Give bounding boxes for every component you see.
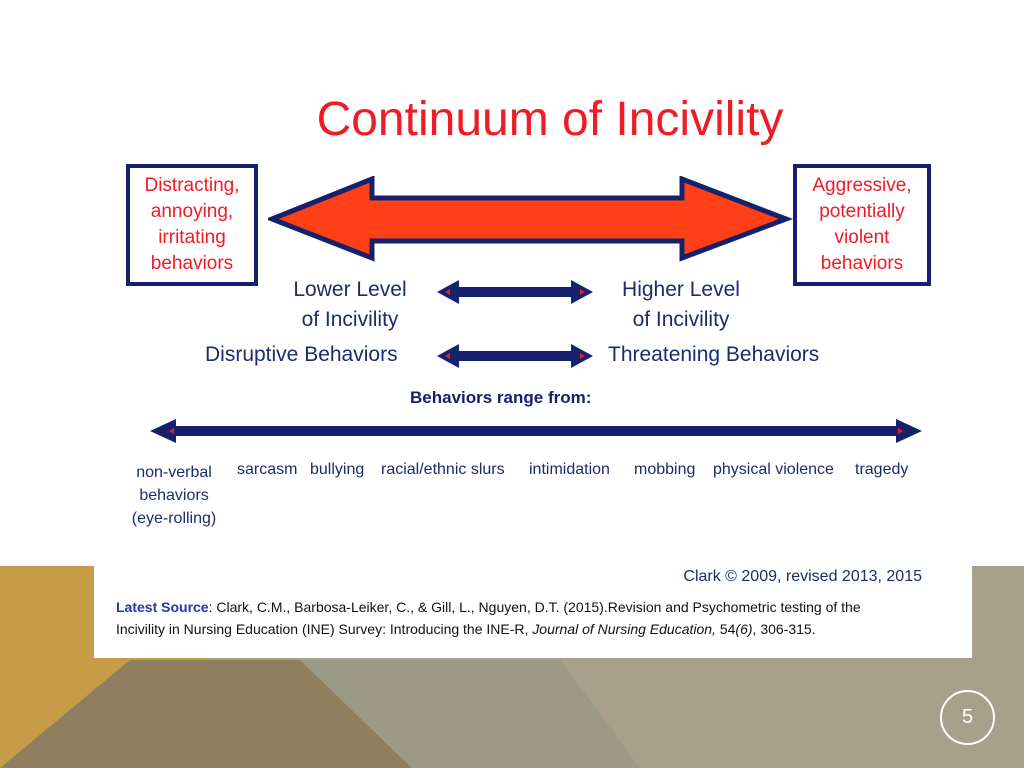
threatening-behaviors-label: Threatening Behaviors [608,343,820,366]
copyright-credit: Clark © 2009, revised 2013, 2015 [683,568,922,585]
higher-level-label: Higher Level of Incivility [622,278,740,331]
slide-title: Continuum of Incivility [316,93,784,146]
source-label: Latest Source [116,599,209,615]
source-text-2: Incivility in Nursing Education (INE) Survey: Introducing the INE-R, [116,621,533,637]
low-box-line: Distracting, [144,175,240,196]
lower-level-label: Lower Level of Incivility [293,278,407,331]
source-line-2 [116,618,861,640]
range-title: Behaviors range from: [410,388,592,407]
source-text-1: : Clark, C.M., Barbosa-Leiker, C., & Gill, L., Nguyen, D.T. (2015).Revision and Psychometric testing of the [208,599,861,615]
issue: (6) [735,621,753,637]
source-citation [116,596,861,640]
range-item-mobbing: mobbing [634,461,696,478]
page-number: 5 [940,690,995,745]
range-item-bullying: bullying [310,461,365,478]
disruptive-behaviors-label: Disruptive Behaviors [205,343,398,366]
high-box-line: behaviors [820,253,904,274]
high-level-box [793,164,931,286]
journal-name: Journal of Nursing Education, [532,621,716,637]
pages: , 306-315. [752,621,816,637]
source-line-1 [116,596,861,618]
range-item-intimidation: intimidation [529,461,610,478]
big-double-arrow [268,176,796,262]
level-arrow [435,278,595,306]
low-box-line: behaviors [150,253,234,274]
range-item-nonverbal: non-verbal behaviors (eye-rolling) [131,464,217,527]
high-box-line: violent [834,227,890,248]
low-box-line: irritating [158,227,226,248]
range-item-violence: physical violence [713,461,834,478]
high-box-line: Aggressive, [812,175,912,196]
range-item-sarcasm: sarcasm [237,461,298,478]
behavior-arrow [435,342,595,370]
range-item-tragedy: tragedy [855,461,909,478]
low-box-line: annoying, [150,201,234,222]
low-level-box [126,164,258,286]
volume: 54 [715,621,736,637]
range-item-slurs: racial/ethnic slurs [381,461,505,478]
range-arrow [148,417,924,445]
high-box-line: potentially [819,201,905,222]
